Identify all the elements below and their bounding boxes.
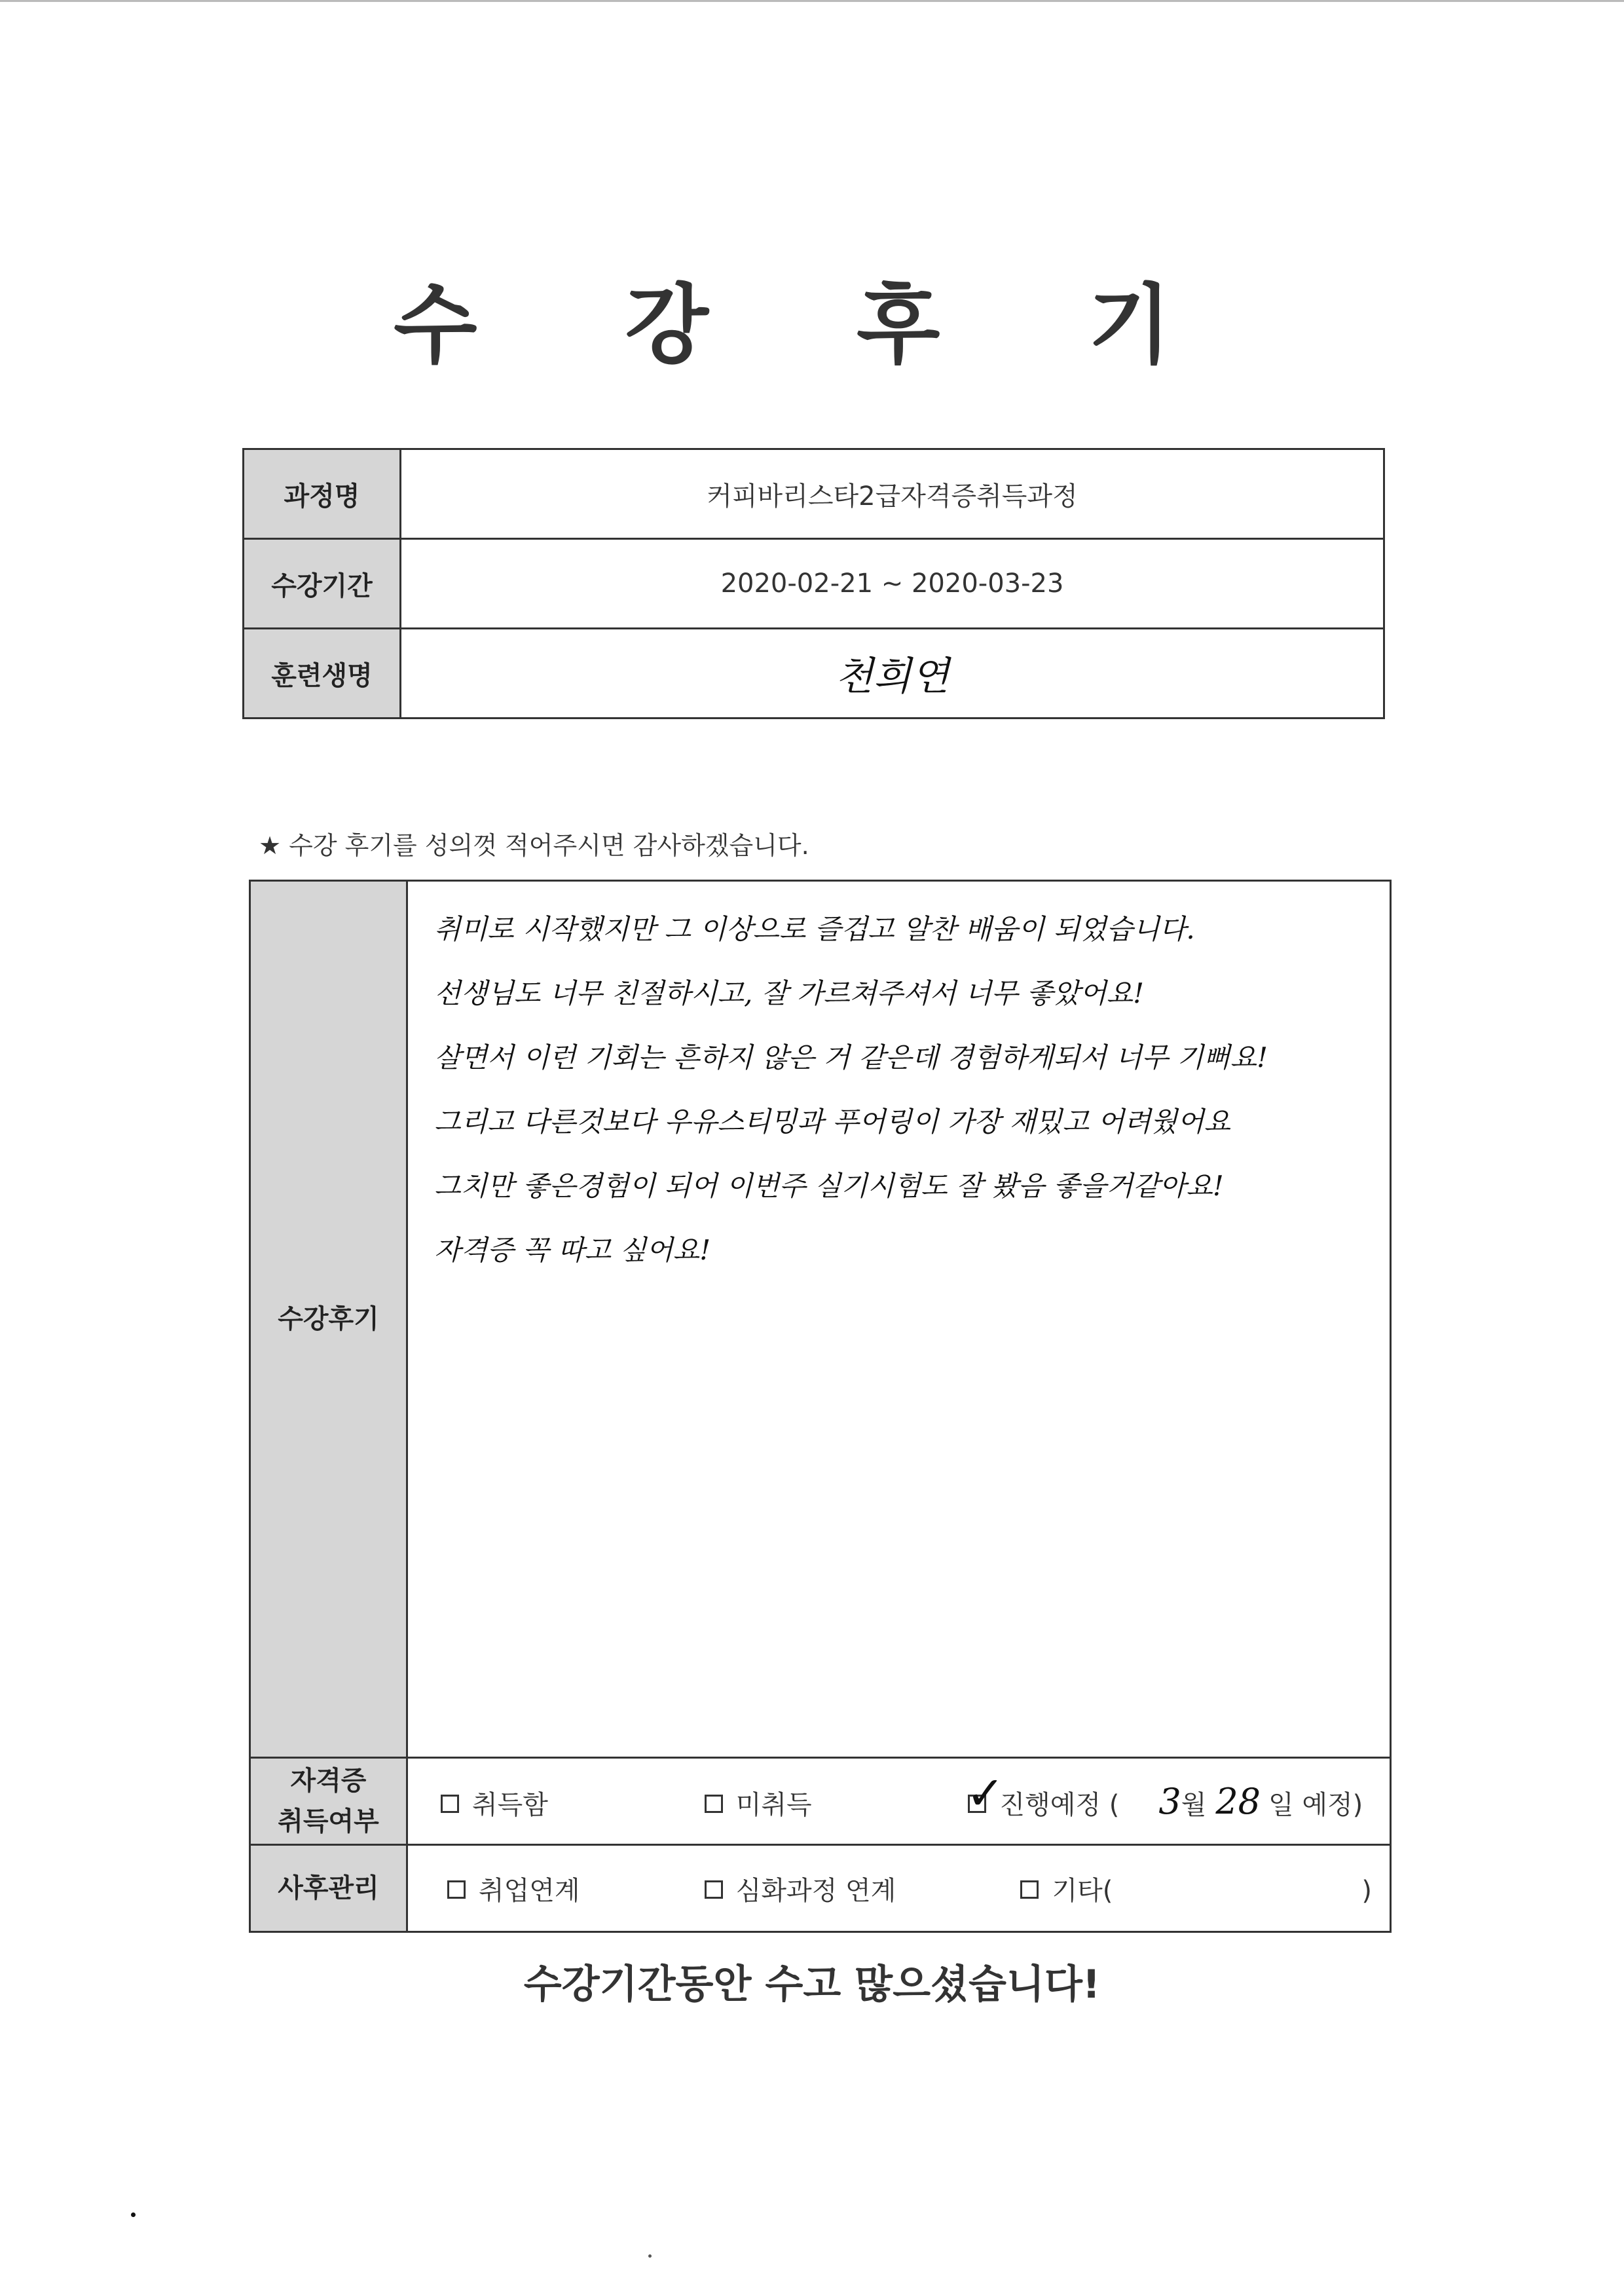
scheduled-month: 3 [1158, 1780, 1181, 1822]
review-text-area [407, 881, 1391, 1758]
option-advanced-course[interactable] [705, 1870, 1012, 1907]
aftercare-row [250, 1845, 1391, 1932]
month-unit: 월 [1181, 1789, 1207, 1820]
notice-text: ★ 수강 후기를 성의껏 적어주시면 감사하겠습니다. [259, 831, 809, 860]
checkbox-acquired[interactable] [441, 1795, 459, 1813]
period-label: 수강기간 [244, 539, 401, 629]
option-other-close: ) [1361, 1875, 1372, 1906]
option-scheduled-label: 진행예정 ( [999, 1789, 1120, 1820]
course-label: 과정명 [244, 449, 401, 539]
review-line: 살면서 이런 기회는 흔하지 않은 거 같은데 경험하게되서 너무 기뻐요! [434, 1041, 1268, 1073]
period-row [244, 539, 1384, 629]
option-job-link[interactable] [441, 1870, 696, 1907]
review-line: 그리고 다른것보다 우유스티밍과 푸어링이 가장 재밌고 어려웠어요 [434, 1106, 1231, 1138]
trainee-value-cell [401, 629, 1384, 718]
checkbox-scheduled[interactable] [966, 1766, 1005, 1820]
certificate-options [407, 1758, 1391, 1845]
certificate-label [250, 1758, 407, 1845]
option-acquired[interactable] [441, 1784, 696, 1821]
course-row [244, 449, 1384, 539]
option-other[interactable] [1020, 1870, 1372, 1907]
course-value: 커피바리스타2급자격증취득과정 [401, 449, 1384, 539]
option-other-label: 기타( [1052, 1875, 1113, 1906]
closing-message: 수강기간동안 수고 많으셨습니다! [523, 1962, 1101, 2007]
option-job-link-label: 취업연계 [479, 1875, 580, 1906]
review-line: 자격증 꼭 따고 싶어요! [434, 1234, 711, 1266]
certificate-label-line2: 취득여부 [278, 1806, 379, 1837]
review-table [249, 880, 1392, 1933]
option-advanced-course-label: 심화과정 연계 [735, 1875, 896, 1906]
review-line: 취미로 시작했지만 그 이상으로 즐겁고 알찬 배움이 되었습니다. [434, 913, 1195, 945]
trainee-name-handwritten: 천희연 [835, 654, 950, 700]
page-title: 수 강 후 기 [394, 275, 1230, 376]
review-label: 수강후기 [250, 881, 407, 1758]
scan-speck [648, 2254, 652, 2258]
checkbox-advanced-course[interactable] [705, 1880, 723, 1899]
review-line: 선생님도 너무 친절하시고, 잘 가르쳐주셔서 너무 좋았어요! [434, 977, 1145, 1009]
course-info-table [242, 448, 1385, 719]
day-unit: 일 예정) [1268, 1789, 1363, 1820]
certificate-row [250, 1758, 1391, 1845]
certificate-label-line1: 자격증 [290, 1766, 367, 1796]
checkbox-not-acquired[interactable] [705, 1795, 723, 1813]
option-not-acquired-label: 미취득 [735, 1789, 812, 1820]
checkbox-other[interactable] [1020, 1880, 1039, 1899]
period-value: 2020-02-21 ~ 2020-03-23 [401, 539, 1384, 629]
option-acquired-label: 취득함 [472, 1789, 548, 1820]
trainee-label: 훈련생명 [244, 629, 401, 718]
aftercare-label: 사후관리 [250, 1845, 407, 1932]
trainee-row [244, 629, 1384, 718]
checkmark-icon: ✓ [966, 1766, 1005, 1820]
aftercare-options [407, 1845, 1391, 1932]
review-row [250, 881, 1391, 1758]
review-line: 그치만 좋은경험이 되어 이번주 실기시험도 잘 봤음 좋을거같아요! [434, 1170, 1224, 1202]
option-scheduled[interactable] [966, 1766, 1363, 1822]
option-not-acquired[interactable] [705, 1784, 960, 1821]
scan-speck [131, 2212, 136, 2217]
checkbox-job-link[interactable] [447, 1880, 466, 1899]
page-top-edge [0, 0, 1624, 2]
scheduled-day: 28 [1215, 1780, 1261, 1822]
